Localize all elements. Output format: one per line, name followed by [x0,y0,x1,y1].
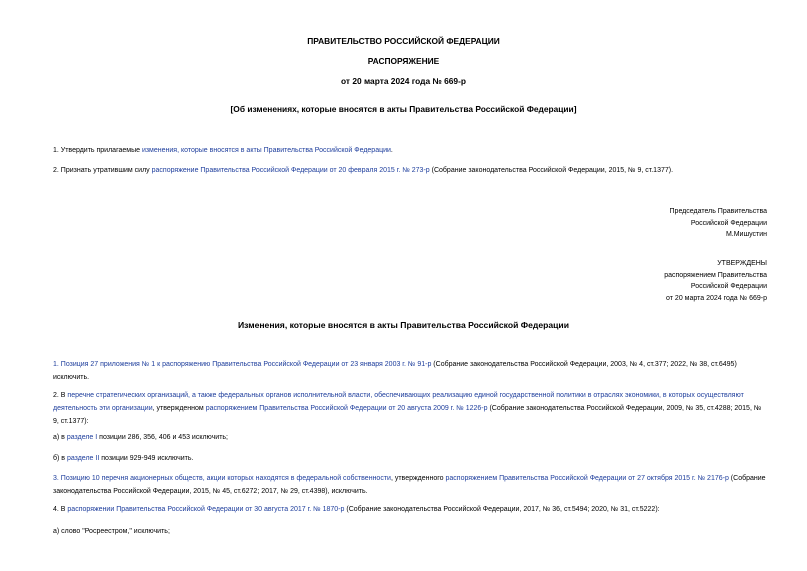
change-4-end: (Собрание законодательства Российской Федерации, 2017, № 36, ст.5494; 2020, № 31, ст.5222): [344,506,660,513]
change-3-mid: , утвержденного [390,475,446,482]
item-2-link[interactable]: распоряжение Правительства Российской Федерации от 20 февраля 2015 г. № 273-р [151,167,430,174]
signature-country: Российской Федерации [690,219,767,227]
change-2a-link[interactable]: разделе I [66,434,98,441]
change-2b-link[interactable]: разделе II [66,455,100,462]
item-1-end: . [390,147,393,154]
change-2a-text: а) в [53,434,67,441]
item-2-end: (Собрание законодательства Российской Федерации, 2015, № 9, ст.1377). [429,167,674,174]
change-3-link-order[interactable]: распоряжением Правительства Российской Федерации от 27 октября 2015 г. № 2176-р [445,475,729,482]
changes-title: Изменения, которые вносятся в акты Правительства Российской Федерации [237,320,569,330]
change-2-text: 2. В [53,392,68,399]
item-2-text: 2. Признать утратившим силу [53,167,152,174]
change-1 [40,358,768,384]
signature-position: Председатель Правительства [669,208,767,215]
document-type: РАСПОРЯЖЕНИЕ [367,56,440,66]
change-2b-text: б) в [53,455,67,462]
document-date-number: от 20 марта 2024 года № 669-р [341,76,466,86]
approval-date: от 20 марта 2024 года № 669-р [666,294,767,302]
document-title: [Об изменениях, которые вносятся в акты Правительства Российской Федерации] [230,104,577,114]
change-2-end: (Собрание законодательства Российской Федерации, 2009, № 35, ст.4288; 2015, № 9, ст.1377): [53,405,762,425]
change-4a [40,525,768,538]
item-1-text: 1. Утвердить прилагаемые [53,147,142,154]
change-4-text: 4. В [53,506,68,513]
change-4-link[interactable]: распоряжении Правительства Российской Федерации от 30 августа 2017 г. № 1870-р [67,506,345,513]
change-4 [40,503,768,516]
approval-by: распоряжением Правительства [664,271,767,279]
change-1-text: (Собрание законодательства Российской Федерации, 2003, № 4, ст.377; 2022, № 38, ст.6495) исключить. [53,361,737,381]
change-3 [40,472,768,498]
change-2b-end: позиции 929-949 исключить. [99,455,194,462]
approval-block [664,258,767,304]
approval-country: Российской Федерации [690,283,767,291]
change-2-mid: , утвержденном [152,405,206,412]
approval-label: УТВЕРЖДЕНЫ [717,260,767,267]
change-2 [40,389,768,428]
signature-block [670,206,767,241]
change-2b [40,452,768,465]
change-3-link-list[interactable]: 3. Позицию 10 перечня акционерных обществ, акции которых находятся в федеральной собственности [53,475,391,482]
change-1-link[interactable]: 1. Позиция 27 приложения № 1 к распоряжению Правительства Российской Федерации от 23 января 2003 г. № 91-р [53,361,432,368]
government-name: ПРАВИТЕЛЬСТВО РОССИЙСКОЙ ФЕДЕРАЦИИ [307,36,500,46]
change-2a-end: позиции 286, 356, 406 и 453 исключить; [97,434,229,441]
item-2 [40,164,768,177]
item-1-link[interactable]: изменения, которые вносятся в акты Правительства Российской Федерации [141,147,391,154]
change-4a-text: а) слово "Росреестром," исключить; [53,528,170,535]
change-3-end: (Собрание законодательства Российской Федерации, 2015, № 45, ст.6272; 2017, № 29, ст.4398), исключить. [53,475,766,495]
change-2-link-order[interactable]: распоряжением Правительства Российской Федерации от 20 августа 2009 г. № 1226-р [205,405,488,412]
change-2-link-list[interactable]: перечне стратегических организаций, а также федеральных органов исполнительной власти, обеспечивающих реализацию единой государственной политики в отраслях экономики, в которых осуществляют деятельность эти организации [53,392,744,412]
signature-name: М.Мишустин [725,231,767,239]
item-1 [40,144,768,157]
change-2a [40,431,768,444]
